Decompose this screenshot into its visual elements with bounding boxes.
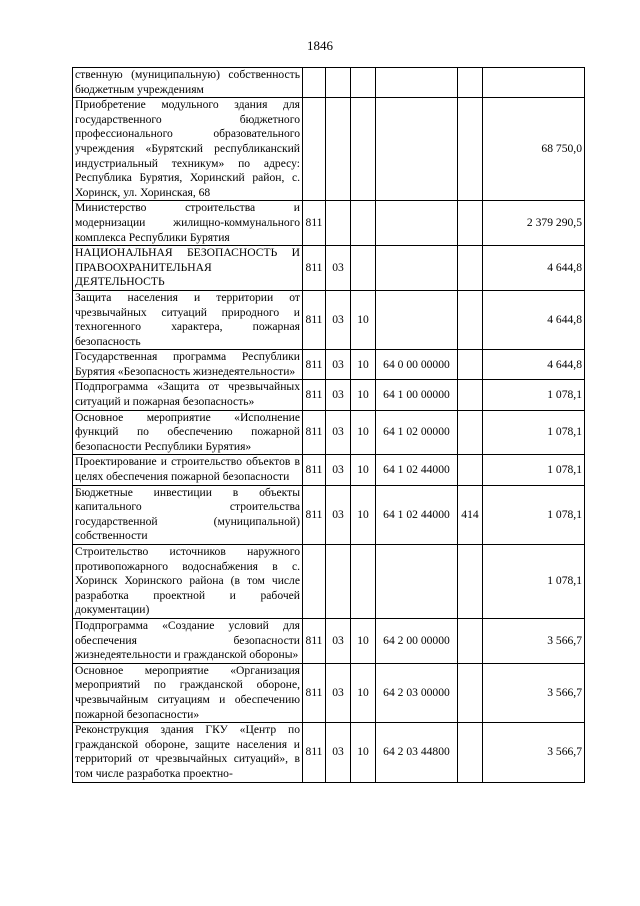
subsection-code — [351, 246, 376, 291]
expense-type-code — [458, 68, 483, 98]
table-row — [73, 201, 585, 246]
target-article-code: 64 1 02 44000 — [376, 455, 458, 485]
subsection-code — [351, 68, 376, 98]
ministry-code: 811 — [303, 723, 326, 782]
row-name: Реконструкция здания ГКУ «Центр по гражданской обороне, защите населения и территорий от чрезвычайных ситуаций», в том числе разработка проектно- — [73, 723, 303, 782]
expense-type-code — [458, 545, 483, 619]
expense-type-code: 414 — [458, 485, 483, 544]
section-code: 03 — [326, 485, 351, 544]
row-name: ственную (муниципальную) собственность бюджетным учреждениям — [73, 68, 303, 98]
section-code: 03 — [326, 723, 351, 782]
target-article-code — [376, 68, 458, 98]
target-article-code: 64 1 02 44000 — [376, 485, 458, 544]
amount: 1 078,1 — [483, 455, 585, 485]
table-row — [73, 618, 585, 663]
ministry-code: 811 — [303, 290, 326, 349]
ministry-code: 811 — [303, 410, 326, 455]
budget-table — [72, 67, 585, 783]
table-row — [73, 485, 585, 544]
table-row — [73, 246, 585, 291]
ministry-code: 811 — [303, 350, 326, 380]
subsection-code: 10 — [351, 723, 376, 782]
ministry-code: 811 — [303, 380, 326, 410]
row-name: Бюджетные инвестиции в объекты капитального строительства государственной (муниципальной) собственности — [73, 485, 303, 544]
subsection-code: 10 — [351, 455, 376, 485]
expense-type-code — [458, 246, 483, 291]
section-code: 03 — [326, 663, 351, 722]
section-code: 03 — [326, 410, 351, 455]
target-article-code — [376, 201, 458, 246]
expense-type-code — [458, 380, 483, 410]
section-code: 03 — [326, 290, 351, 349]
section-code — [326, 98, 351, 201]
table-row — [73, 350, 585, 380]
row-name: Министерство строительства и модернизации жилищно-коммунального комплекса Республики Бурятия — [73, 201, 303, 246]
table-row — [73, 68, 585, 98]
section-code — [326, 545, 351, 619]
amount: 3 566,7 — [483, 618, 585, 663]
subsection-code — [351, 545, 376, 619]
expense-type-code — [458, 723, 483, 782]
target-article-code: 64 2 03 00000 — [376, 663, 458, 722]
target-article-code: 64 2 00 00000 — [376, 618, 458, 663]
table-row — [73, 455, 585, 485]
amount: 4 644,8 — [483, 246, 585, 291]
table-row — [73, 723, 585, 782]
section-code: 03 — [326, 455, 351, 485]
section-code — [326, 201, 351, 246]
row-name: Проектирование и строительство объектов в целях обеспечения пожарной безопасности — [73, 455, 303, 485]
amount: 1 078,1 — [483, 380, 585, 410]
table-row — [73, 545, 585, 619]
row-name: Строительство источников наружного противопожарного водоснабжения в с. Хоринск Хоринского района (в том числе разработка проектной и рабочей документации) — [73, 545, 303, 619]
expense-type-code — [458, 618, 483, 663]
expense-type-code — [458, 98, 483, 201]
amount: 1 078,1 — [483, 485, 585, 544]
row-name: Государственная программа Республики Бурятия «Безопасность жизнедеятельности» — [73, 350, 303, 380]
row-name: НАЦИОНАЛЬНАЯ БЕЗОПАСНОСТЬ И ПРАВООХРАНИТЕЛЬНАЯ ДЕЯТЕЛЬНОСТЬ — [73, 246, 303, 291]
row-name: Основное мероприятие «Исполнение функций по обеспечению пожарной безопасности Республики Бурятия» — [73, 410, 303, 455]
ministry-code: 811 — [303, 663, 326, 722]
amount — [483, 68, 585, 98]
amount: 1 078,1 — [483, 410, 585, 455]
amount: 3 566,7 — [483, 663, 585, 722]
table-row — [73, 410, 585, 455]
target-article-code: 64 1 02 00000 — [376, 410, 458, 455]
ministry-code: 811 — [303, 618, 326, 663]
expense-type-code — [458, 290, 483, 349]
section-code: 03 — [326, 380, 351, 410]
row-name: Подпрограмма «Создание условий для обеспечения безопасности жизнедеятельности и гражданской обороны» — [73, 618, 303, 663]
section-code: 03 — [326, 246, 351, 291]
ministry-code — [303, 98, 326, 201]
section-code: 03 — [326, 618, 351, 663]
target-article-code — [376, 545, 458, 619]
expense-type-code — [458, 350, 483, 380]
row-name: Основное мероприятие «Организация мероприятий по гражданской обороне, чрезвычайным ситуациям и обеспечению пожарной безопасности» — [73, 663, 303, 722]
section-code: 03 — [326, 350, 351, 380]
subsection-code — [351, 98, 376, 201]
table-row — [73, 380, 585, 410]
amount: 4 644,8 — [483, 350, 585, 380]
amount: 4 644,8 — [483, 290, 585, 349]
expense-type-code — [458, 201, 483, 246]
target-article-code: 64 2 03 44800 — [376, 723, 458, 782]
subsection-code: 10 — [351, 290, 376, 349]
ministry-code: 811 — [303, 485, 326, 544]
amount: 3 566,7 — [483, 723, 585, 782]
subsection-code: 10 — [351, 410, 376, 455]
target-article-code — [376, 98, 458, 201]
row-name: Приобретение модульного здания для государственного бюджетного профессионального образовательного учреждения «Бурятский республиканский индустриальный техникум» по адресу: Республика Бурятия, Хоринский район, с. Хоринск, ул. Хоринская, 68 — [73, 98, 303, 201]
ministry-code — [303, 68, 326, 98]
target-article-code — [376, 246, 458, 291]
table-row — [73, 290, 585, 349]
subsection-code: 10 — [351, 380, 376, 410]
expense-type-code — [458, 455, 483, 485]
subsection-code: 10 — [351, 663, 376, 722]
amount: 68 750,0 — [483, 98, 585, 201]
target-article-code: 64 0 00 00000 — [376, 350, 458, 380]
section-code — [326, 68, 351, 98]
table-row — [73, 98, 585, 201]
subsection-code — [351, 201, 376, 246]
amount: 1 078,1 — [483, 545, 585, 619]
target-article-code — [376, 290, 458, 349]
row-name: Защита населения и территории от чрезвычайных ситуаций природного и техногенного характера, пожарная безопасность — [73, 290, 303, 349]
ministry-code: 811 — [303, 246, 326, 291]
subsection-code: 10 — [351, 350, 376, 380]
target-article-code: 64 1 00 00000 — [376, 380, 458, 410]
ministry-code — [303, 545, 326, 619]
row-name: Подпрограмма «Защита от чрезвычайных ситуаций и пожарная безопасность» — [73, 380, 303, 410]
subsection-code: 10 — [351, 485, 376, 544]
amount: 2 379 290,5 — [483, 201, 585, 246]
expense-type-code — [458, 663, 483, 722]
page-number: 1846 — [307, 38, 333, 53]
ministry-code: 811 — [303, 201, 326, 246]
table-row — [73, 663, 585, 722]
expense-type-code — [458, 410, 483, 455]
ministry-code: 811 — [303, 455, 326, 485]
subsection-code: 10 — [351, 618, 376, 663]
